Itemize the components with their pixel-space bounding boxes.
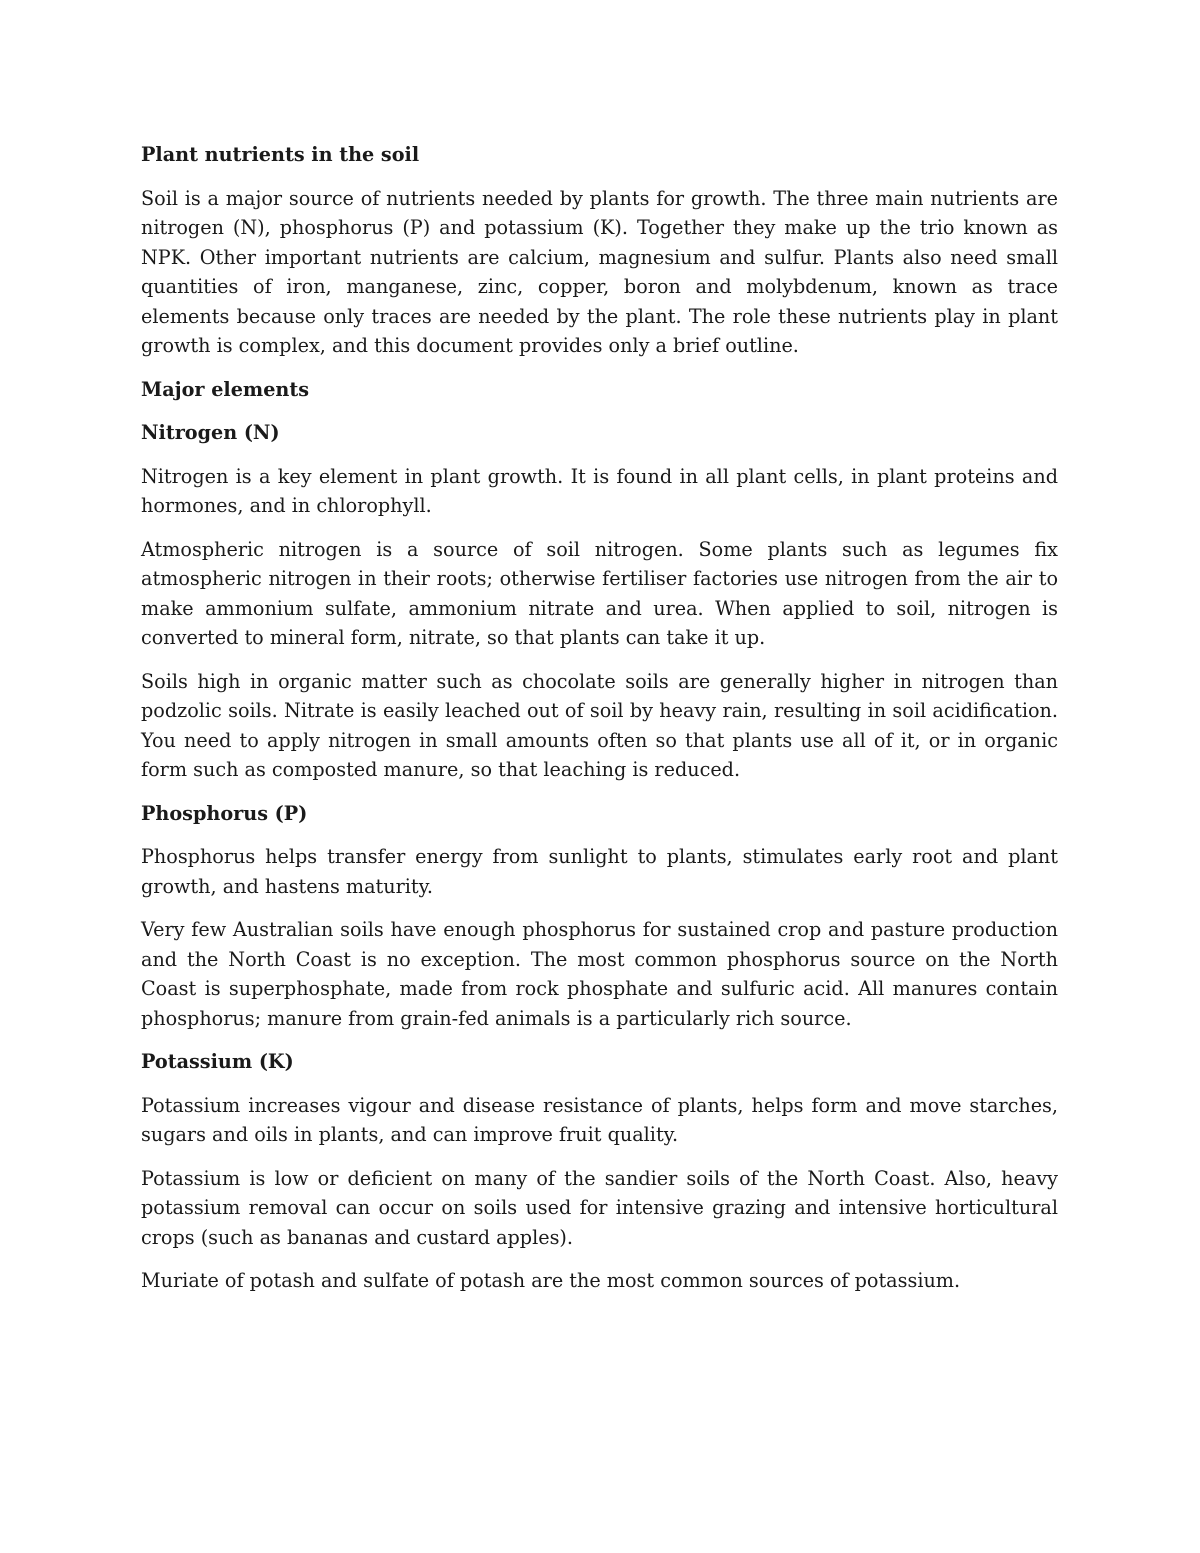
document-page [141, 140, 1058, 1310]
doc-title: Plant nutrients in the soil [141, 143, 420, 166]
phosphorus-heading: Phosphorus (P) [141, 801, 308, 825]
potassium-heading: Potassium (K) [141, 1050, 294, 1073]
nitrogen-paragraph-2: Atmospheric nitrogen is a source of soil nitrogen. Some plants such as legumes fix atmospheric nitrogen in their roots; otherwise fertiliser factories use nitrogen from the air to make ammonium sulfate, ammonium nitrate and urea. When applied to soil, nitrogen is converted to mineral form, nitrate, so that plants can take it up. [141, 537, 1058, 649]
nitrogen-paragraph-3: Soils high in organic matter such as chocolate soils are generally higher in nitrogen than podzolic soils. Nitrate is easily leached out of soil by heavy rain, resulting in soil acidification. You need to apply nitrogen in small amounts often so that plants use all of it, or in organic form such as composted manure, so that leaching is reduced. [141, 669, 1058, 781]
potassium-paragraph-3: Muriate of potash and sulfate of potash are the most common sources of potassium. [141, 1269, 961, 1292]
major-elements-heading: Major elements [141, 377, 310, 401]
potassium-paragraph-2: Potassium is low or deficient on many of the sandier soils of the North Coast. Also, heavy potassium removal can occur on soils used for intensive grazing and intensive horticultural crops (such as bananas and custard apples). [141, 1166, 1058, 1249]
phosphorus-paragraph-2: Very few Australian soils have enough phosphorus for sustained crop and pasture production and the North Coast is no exception. The most common phosphorus source on the North Coast is superphosphate, made from rock phosphate and sulfuric acid. All manures contain phosphorus; manure from grain-fed animals is a particularly rich source. [141, 918, 1058, 1030]
potassium-paragraph-1: Potassium increases vigour and disease resistance of plants, helps form and move starches, sugars and oils in plants, and can improve fruit quality. [141, 1093, 1058, 1146]
intro-paragraph: Soil is a major source of nutrients needed by plants for growth. The three main nutrients are nitrogen (N), phosphorus (P) and potassium (K). Together they make up the trio known as NPK. Other important nutrients are calcium, magnesium and sulfur. Plants also need small quantities of iron, manganese, zinc, copper, boron and molybdenum, known as trace elements because only traces are needed by the plant. The role these nutrients play in plant growth is complex, and this document provides only a brief outline. [141, 186, 1058, 357]
nitrogen-paragraph-1: Nitrogen is a key element in plant growth. It is found in all plant cells, in plant proteins and hormones, and in chlorophyll. [141, 464, 1058, 517]
phosphorus-paragraph-1: Phosphorus helps transfer energy from sunlight to plants, stimulates early root and plant growth, and hastens maturity. [141, 845, 1058, 898]
nitrogen-heading: Nitrogen (N) [141, 421, 280, 444]
